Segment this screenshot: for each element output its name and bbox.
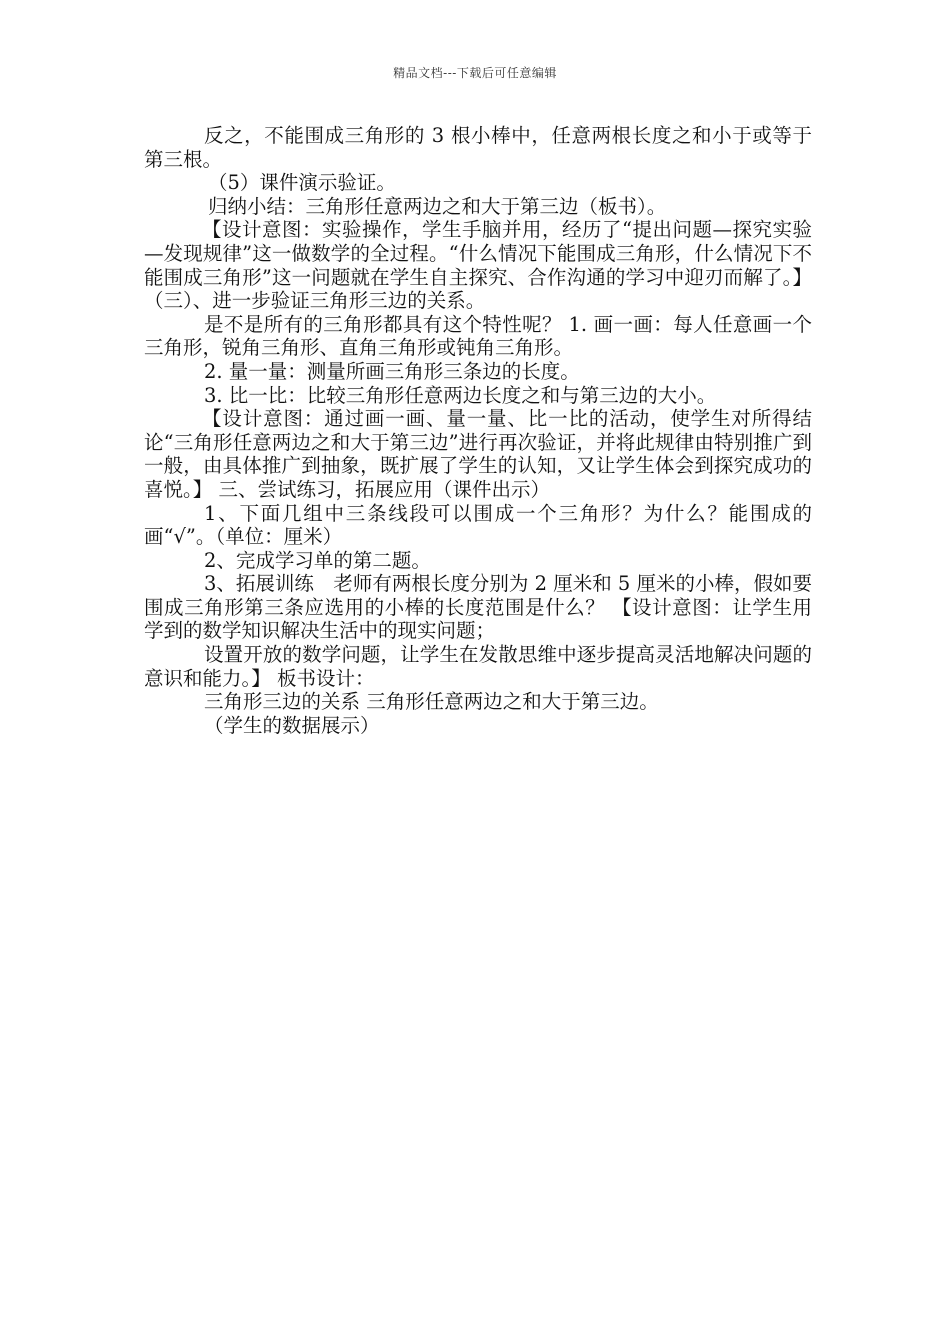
paragraph-12: 设置开放的数学问题，让学生在发散思维中逐步提高灵活地解决问题的意识和能力。】 板书设计：	[144, 643, 812, 690]
paragraph-6: 2. 量一量：测量所画三角形三条边的长度。	[204, 359, 580, 383]
paragraph-11: 3、拓展训练 老师有两根长度分别为 2 厘米和 5 厘米的小棒，假如要围成三角形第三条应选用的小棒的长度范围是什么？ 【设计意图：让学生用学到的数学知识解决生活中的现实问题；	[144, 572, 813, 643]
paragraph-5: 是不是所有的三角形都具有这个特性呢？ 1. 画一画：每人任意画一个三角形，锐角三角形、直角三角形或钝角三角形。	[144, 312, 812, 360]
page-header: 精品文档---下载后可任意编辑	[393, 66, 557, 80]
document-body	[144, 124, 812, 737]
paragraph-10: 2、完成学习单的第二题。	[204, 548, 431, 572]
paragraph-1: 反之，不能围成三角形的 3 根小棒中，任意两根长度之和小于或等于第三根。	[144, 124, 812, 171]
paragraph-14: （学生的数据展示）	[204, 713, 380, 737]
paragraph-7: 3. 比一比：比较三角形任意两边长度之和与第三边的大小。	[204, 383, 717, 407]
paragraph-13: 三角形三边的关系 三角形任意两边之和大于第三边。	[204, 690, 659, 714]
paragraph-4: 【设计意图：实验操作，学生手脑并用，经历了“提出问题—探究实验—发现规律”这一做数学的全过程。“什么情况下能围成三角形，什么情况下不能围成三角形”这一问题就在学生自主探究、合作沟通的学习中迎刃而解了。】 （三）、进一步验证三角形三边的关系。	[144, 218, 812, 313]
paragraph-2: （5）课件演示验证。	[208, 171, 396, 195]
paragraph-3: 归纳小结：三角形任意两边之和大于第三边（板书）。	[208, 194, 667, 218]
paragraph-9: 1、下面几组中三条线段可以围成一个三角形？为什么？能围成的画“√”。（单位：厘米）	[144, 501, 812, 549]
paragraph-8: 【设计意图：通过画一画、量一量、比一比的活动，使学生对所得结论“三角形任意两边之和大于第三边”进行再次验证，并将此规律由特别推广到一般，由具体推广到抽象，既扩展了学生的认知，又让学生体会到探究成功的喜悦。】 三、尝试练习，拓展应用（课件出示）	[144, 407, 812, 501]
